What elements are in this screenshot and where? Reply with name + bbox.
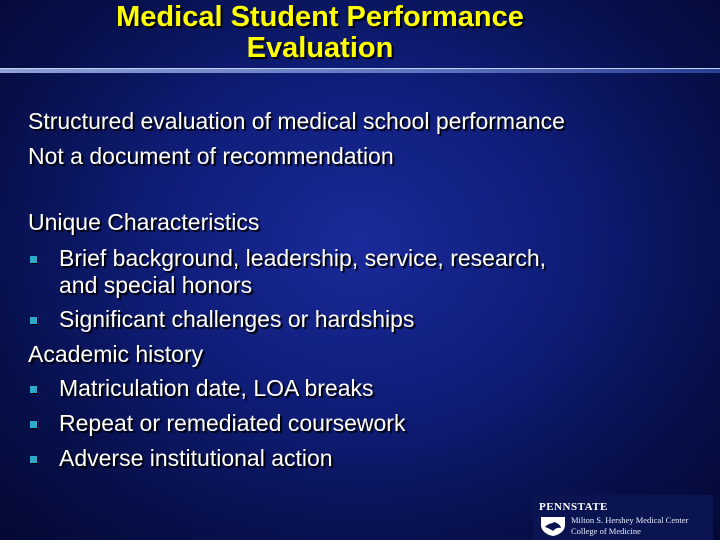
bullet-repeat-coursework: Repeat or remediated coursework <box>59 410 406 436</box>
logo-line-1: Milton S. Hershey Medical Center <box>571 515 689 525</box>
title-line-2: Evaluation <box>246 32 394 64</box>
bullet-marker-icon <box>30 256 37 263</box>
slide-title <box>40 2 600 64</box>
bullet-marker-icon <box>30 386 37 393</box>
intro-line-2: Not a document of recommendation <box>28 143 394 169</box>
intro-line-1: Structured evaluation of medical school performance <box>28 108 565 134</box>
logo-line-2: College of Medicine <box>571 526 641 536</box>
bullet-marker-icon <box>30 456 37 463</box>
bullet-matriculation: Matriculation date, LOA breaks <box>59 375 374 401</box>
bullet-challenges: Significant challenges or hardships <box>59 306 415 332</box>
pennstate-hershey-logo <box>533 495 713 540</box>
bullet-background-line-1: Brief background, leadership, service, research, <box>59 245 547 271</box>
bullet-adverse-action: Adverse institutional action <box>59 445 333 471</box>
bullet-marker-icon <box>30 317 37 324</box>
nittany-lion-shield-icon <box>539 515 567 537</box>
logo-university: PENNSTATE <box>539 501 608 513</box>
bullet-background-line-2: and special honors <box>59 272 253 298</box>
bullet-marker-icon <box>30 421 37 428</box>
section-heading-unique-characteristics: Unique Characteristics <box>28 209 260 235</box>
title-divider-highlight <box>0 68 720 69</box>
title-line-1: Medical Student Performance <box>116 1 524 33</box>
section-heading-academic-history: Academic history <box>28 341 204 367</box>
